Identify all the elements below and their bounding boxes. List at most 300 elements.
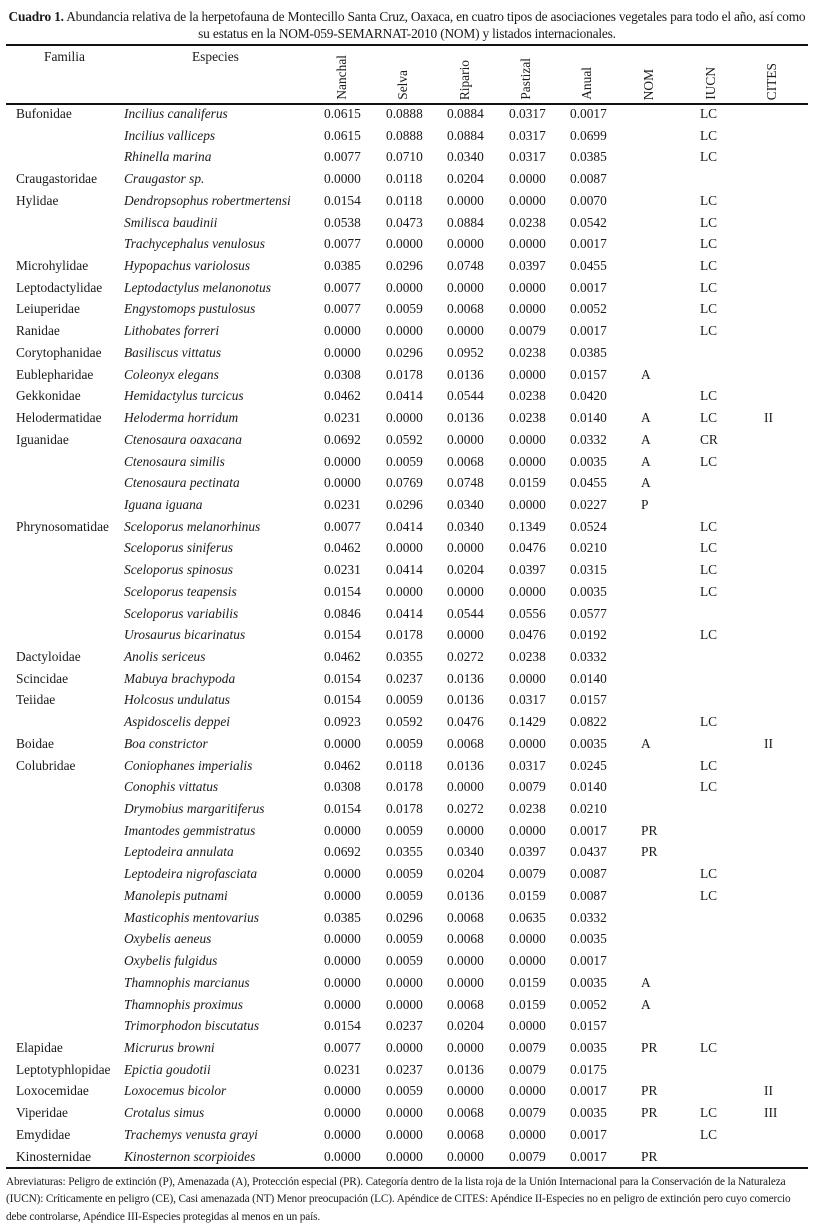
selva-cell: 0.0000 [386, 996, 423, 1012]
familia-cell: Gekkonidae [16, 388, 81, 404]
pastizal-cell: 0.0635 [509, 909, 546, 925]
pastizal-cell: 0.0159 [509, 996, 546, 1012]
nanchal-cell: 0.0000 [324, 931, 361, 947]
selva-cell: 0.0059 [386, 735, 423, 751]
header-especies: Especies [192, 49, 239, 64]
table-row [0, 866, 814, 888]
pastizal-cell: 0.0000 [509, 192, 546, 208]
nom-cell: P [641, 496, 649, 512]
anual-cell: 0.0017 [570, 953, 607, 969]
nanchal-cell: 0.0846 [324, 605, 361, 621]
table-row [0, 801, 814, 823]
table-row [0, 236, 814, 258]
anual-cell: 0.0035 [570, 931, 607, 947]
selva-cell: 0.0059 [386, 1083, 423, 1099]
especie-cell: Oxybelis fulgidus [124, 953, 218, 969]
iucn-cell: LC [700, 214, 718, 230]
nanchal-cell: 0.0385 [324, 909, 361, 925]
pastizal-cell: 0.0079 [509, 866, 546, 882]
iucn-cell: LC [700, 1126, 718, 1142]
ripario-cell: 0.0068 [447, 1126, 484, 1142]
nanchal-cell: 0.0923 [324, 714, 361, 730]
table-row [0, 975, 814, 997]
ripario-cell: 0.0340 [447, 518, 484, 534]
iucn-cell: CR [700, 431, 718, 447]
ripario-cell: 0.0068 [447, 453, 484, 469]
iucn-cell: LC [700, 757, 718, 773]
especie-cell: Dendropsophus robertmertensi [124, 192, 291, 208]
especie-cell: Leptodeira nigrofasciata [124, 866, 258, 882]
table-row [0, 910, 814, 932]
nom-cell: PR [641, 1105, 658, 1121]
pastizal-cell: 0.0000 [509, 1018, 546, 1034]
pastizal-cell: 0.0079 [509, 1039, 546, 1055]
table-row [0, 475, 814, 497]
table-row [0, 367, 814, 389]
especie-cell: Ctenosaura similis [124, 453, 225, 469]
familia-cell: Viperidae [16, 1105, 68, 1121]
familia-cell: Corytophanidae [16, 344, 102, 360]
especie-cell: Engystomops pustulosus [124, 301, 256, 317]
table-row [0, 779, 814, 801]
especie-cell: Trachemys venusta grayi [124, 1126, 258, 1142]
selva-cell: 0.0059 [386, 692, 423, 708]
ripario-cell: 0.0068 [447, 1105, 484, 1121]
nanchal-cell: 0.0000 [324, 1105, 361, 1121]
pastizal-cell: 0.0000 [509, 453, 546, 469]
selva-cell: 0.0000 [386, 1126, 423, 1142]
especie-cell: Trachycephalus venulosus [124, 236, 265, 252]
ripario-cell: 0.0204 [447, 866, 484, 882]
anual-cell: 0.0245 [570, 757, 607, 773]
selva-cell: 0.0592 [386, 714, 423, 730]
pastizal-cell: 0.0079 [509, 323, 546, 339]
selva-cell: 0.0000 [386, 410, 423, 426]
ripario-cell: 0.0340 [447, 496, 484, 512]
table-row [0, 1062, 814, 1084]
selva-cell: 0.0000 [386, 1148, 423, 1164]
ripario-cell: 0.0000 [447, 540, 484, 556]
bottom-rule [6, 1167, 808, 1169]
selva-cell: 0.0355 [386, 844, 423, 860]
cites-cell: II [764, 1083, 773, 1099]
selva-cell: 0.0000 [386, 974, 423, 990]
header-ripario: Ripario [457, 59, 472, 100]
cites-cell: III [764, 1105, 778, 1121]
iucn-cell: LC [700, 779, 718, 795]
anual-cell: 0.0140 [570, 670, 607, 686]
anual-cell: 0.0192 [570, 627, 607, 643]
pastizal-cell: 0.0238 [509, 801, 546, 817]
ripario-cell: 0.0748 [447, 258, 484, 274]
nanchal-cell: 0.0538 [324, 214, 361, 230]
pastizal-cell: 0.0556 [509, 605, 546, 621]
table-row [0, 671, 814, 693]
nanchal-cell: 0.0000 [324, 735, 361, 751]
ripario-cell: 0.0136 [447, 692, 484, 708]
familia-cell: Helodermatidae [16, 410, 102, 426]
pastizal-cell: 0.0238 [509, 388, 546, 404]
nanchal-cell: 0.0154 [324, 1018, 361, 1034]
table-row [0, 692, 814, 714]
familia-cell: Iguanidae [16, 431, 69, 447]
nanchal-cell: 0.0000 [324, 953, 361, 969]
ripario-cell: 0.0068 [447, 735, 484, 751]
iucn-cell: LC [700, 106, 718, 121]
ripario-cell: 0.0000 [447, 1148, 484, 1164]
pastizal-cell: 0.0000 [509, 931, 546, 947]
ripario-cell: 0.0000 [447, 1039, 484, 1055]
table-row [0, 519, 814, 541]
especie-cell: Sceloporus spinosus [124, 562, 233, 578]
especie-cell: Aspidoscelis deppei [124, 714, 230, 730]
especie-cell: Masticophis mentovarius [124, 909, 260, 925]
anual-cell: 0.0017 [570, 106, 607, 121]
anual-cell: 0.0699 [570, 127, 607, 143]
anual-cell: 0.0087 [570, 887, 607, 903]
table-row [0, 627, 814, 649]
table-row [0, 171, 814, 193]
table-row [0, 258, 814, 280]
header-iucn: IUCN [703, 67, 718, 100]
familia-cell: Microhylidae [16, 258, 89, 274]
nom-cell: A [641, 735, 651, 751]
pastizal-cell: 0.0397 [509, 258, 546, 274]
table-row [0, 931, 814, 953]
selva-cell: 0.0178 [386, 801, 423, 817]
anual-cell: 0.0052 [570, 301, 607, 317]
pastizal-cell: 0.0476 [509, 540, 546, 556]
especie-cell: Mabuya brachypoda [124, 670, 236, 686]
ripario-cell: 0.0000 [447, 779, 484, 795]
pastizal-cell: 0.0000 [509, 301, 546, 317]
ripario-cell: 0.0000 [447, 279, 484, 295]
caption-label: Cuadro 1. [8, 9, 64, 24]
anual-cell: 0.0332 [570, 431, 607, 447]
anual-cell: 0.0017 [570, 1148, 607, 1164]
nanchal-cell: 0.0308 [324, 779, 361, 795]
anual-cell: 0.0035 [570, 1105, 607, 1121]
iucn-cell: LC [700, 583, 718, 599]
especie-cell: Basiliscus vittatus [124, 344, 222, 360]
nanchal-cell: 0.0000 [324, 887, 361, 903]
selva-cell: 0.0769 [386, 475, 423, 491]
especie-cell: Anolis sericeus [124, 649, 206, 664]
especie-cell: Coleonyx elegans [124, 366, 219, 382]
pastizal-cell: 0.0397 [509, 562, 546, 578]
iucn-cell: LC [700, 627, 718, 643]
nanchal-cell: 0.0000 [324, 1148, 361, 1164]
pastizal-cell: 0.1349 [509, 518, 546, 534]
anual-cell: 0.0035 [570, 583, 607, 599]
nanchal-cell: 0.0077 [324, 279, 361, 295]
familia-cell: Teiidae [16, 692, 56, 708]
table-row [0, 193, 814, 215]
anual-cell: 0.0035 [570, 1039, 607, 1055]
nanchal-cell: 0.0231 [324, 1061, 361, 1077]
anual-cell: 0.0017 [570, 323, 607, 339]
ripario-cell: 0.0340 [447, 149, 484, 165]
pastizal-cell: 0.0397 [509, 844, 546, 860]
familia-cell: Emydidae [16, 1126, 71, 1142]
anual-cell: 0.0087 [570, 866, 607, 882]
caption-text: Abundancia relativa de la herpetofauna de Montecillo Santa Cruz, Oaxaca, en cuatro tipos de asociaciones vegetales para todo el año, así como su estatus en la NOM-059-SEMARNAT-2010 (NOM) y listados internacionales. [63, 9, 806, 41]
pastizal-cell: 0.0000 [509, 431, 546, 447]
selva-cell: 0.0296 [386, 909, 423, 925]
iucn-cell: LC [700, 279, 718, 295]
selva-cell: 0.0414 [386, 518, 423, 534]
ripario-cell: 0.0000 [447, 1083, 484, 1099]
ripario-cell: 0.0000 [447, 192, 484, 208]
especie-cell: Sceloporus siniferus [124, 540, 233, 556]
selva-cell: 0.0118 [386, 757, 423, 773]
nanchal-cell: 0.0000 [324, 323, 361, 339]
table-row [0, 649, 814, 671]
table-row [0, 1105, 814, 1127]
especie-cell: Holcosus undulatus [124, 692, 231, 708]
anual-cell: 0.0822 [570, 714, 607, 730]
especie-cell: Craugastor sp. [124, 171, 205, 187]
selva-cell: 0.0059 [386, 301, 423, 317]
especie-cell: Incilius valliceps [124, 127, 216, 143]
familia-cell: Boidae [16, 735, 54, 751]
anual-cell: 0.0524 [570, 518, 607, 534]
especie-cell: Heloderma horridum [124, 410, 239, 426]
ripario-cell: 0.0272 [447, 649, 484, 664]
ripario-cell: 0.0340 [447, 844, 484, 860]
anual-cell: 0.0017 [570, 822, 607, 838]
ripario-cell: 0.0544 [447, 605, 484, 621]
iucn-cell: LC [700, 562, 718, 578]
pastizal-cell: 0.0159 [509, 974, 546, 990]
nanchal-cell: 0.0615 [324, 106, 361, 121]
ripario-cell: 0.0000 [447, 953, 484, 969]
table-row [0, 323, 814, 345]
nanchal-cell: 0.0462 [324, 388, 361, 404]
anual-cell: 0.0385 [570, 149, 607, 165]
selva-cell: 0.0000 [386, 1105, 423, 1121]
nanchal-cell: 0.0154 [324, 692, 361, 708]
selva-cell: 0.0059 [386, 931, 423, 947]
pastizal-cell: 0.0000 [509, 236, 546, 252]
familia-cell: Kinosternidae [16, 1148, 92, 1164]
iucn-cell: LC [700, 192, 718, 208]
nanchal-cell: 0.0077 [324, 149, 361, 165]
nanchal-cell: 0.0615 [324, 127, 361, 143]
pastizal-cell: 0.0000 [509, 496, 546, 512]
selva-cell: 0.0355 [386, 649, 423, 664]
nom-cell: A [641, 475, 651, 491]
anual-cell: 0.0420 [570, 388, 607, 404]
ripario-cell: 0.0000 [447, 627, 484, 643]
pastizal-cell: 0.0238 [509, 344, 546, 360]
ripario-cell: 0.0748 [447, 475, 484, 491]
anual-cell: 0.0070 [570, 192, 607, 208]
iucn-cell: LC [700, 301, 718, 317]
table-row [0, 345, 814, 367]
table-row [0, 736, 814, 758]
familia-cell: Leptotyphlopidae [16, 1061, 111, 1077]
nanchal-cell: 0.0462 [324, 649, 361, 664]
nanchal-cell: 0.0000 [324, 1083, 361, 1099]
anual-cell: 0.0542 [570, 214, 607, 230]
iucn-cell: LC [700, 714, 718, 730]
especie-cell: Coniophanes imperialis [124, 757, 253, 773]
selva-cell: 0.0059 [386, 887, 423, 903]
pastizal-cell: 0.0000 [509, 735, 546, 751]
iucn-cell: LC [700, 540, 718, 556]
familia-cell: Colubridae [16, 757, 76, 773]
nom-cell: A [641, 453, 651, 469]
pastizal-cell: 0.0079 [509, 1061, 546, 1077]
pastizal-cell: 0.0000 [509, 1083, 546, 1099]
table-row [0, 432, 814, 454]
table-row [0, 149, 814, 171]
nanchal-cell: 0.0000 [324, 822, 361, 838]
anual-cell: 0.0052 [570, 996, 607, 1012]
iucn-cell: LC [700, 388, 718, 404]
anual-cell: 0.0210 [570, 540, 607, 556]
nanchal-cell: 0.0077 [324, 236, 361, 252]
anual-cell: 0.0455 [570, 258, 607, 274]
selva-cell: 0.0059 [386, 953, 423, 969]
pastizal-cell: 0.0317 [509, 149, 546, 165]
table-row [0, 562, 814, 584]
ripario-cell: 0.0204 [447, 1018, 484, 1034]
ripario-cell: 0.0068 [447, 909, 484, 925]
selva-cell: 0.0000 [386, 583, 423, 599]
pastizal-cell: 0.0238 [509, 649, 546, 664]
ripario-cell: 0.0136 [447, 670, 484, 686]
anual-cell: 0.0140 [570, 410, 607, 426]
selva-cell: 0.0296 [386, 496, 423, 512]
anual-cell: 0.0017 [570, 1126, 607, 1142]
pastizal-cell: 0.0317 [509, 757, 546, 773]
header-rule [6, 103, 808, 105]
anual-cell: 0.0017 [570, 236, 607, 252]
iucn-cell: LC [700, 323, 718, 339]
pastizal-cell: 0.0000 [509, 1126, 546, 1142]
nanchal-cell: 0.0154 [324, 192, 361, 208]
pastizal-cell: 0.0000 [509, 171, 546, 187]
ripario-cell: 0.0000 [447, 583, 484, 599]
anual-cell: 0.0315 [570, 562, 607, 578]
nanchal-cell: 0.0077 [324, 518, 361, 534]
table-row [0, 997, 814, 1019]
header-cites: CITES [764, 62, 779, 100]
selva-cell: 0.0000 [386, 1039, 423, 1055]
table-row [0, 106, 814, 128]
especie-cell: Rhinella marina [124, 149, 212, 165]
anual-cell: 0.0227 [570, 496, 607, 512]
especie-cell: Imantodes gemmistratus [124, 822, 256, 838]
iucn-cell: LC [700, 1039, 718, 1055]
nom-cell: A [641, 974, 651, 990]
especie-cell: Trimorphodon biscutatus [124, 1018, 260, 1034]
especie-cell: Ctenosaura oaxacana [124, 431, 242, 447]
especie-cell: Sceloporus variabilis [124, 605, 239, 621]
selva-cell: 0.0000 [386, 236, 423, 252]
iucn-cell: LC [700, 887, 718, 903]
anual-cell: 0.0140 [570, 779, 607, 795]
anual-cell: 0.0157 [570, 692, 607, 708]
selva-cell: 0.0059 [386, 866, 423, 882]
familia-cell: Hylidae [16, 192, 59, 208]
nanchal-cell: 0.0000 [324, 996, 361, 1012]
especie-cell: Hypopachus variolosus [124, 258, 251, 274]
pastizal-cell: 0.0000 [509, 279, 546, 295]
selva-cell: 0.0710 [386, 149, 423, 165]
nanchal-cell: 0.0000 [324, 866, 361, 882]
especie-cell: Drymobius margaritiferus [124, 801, 265, 817]
selva-cell: 0.0473 [386, 214, 423, 230]
pastizal-cell: 0.0159 [509, 475, 546, 491]
nom-cell: PR [641, 844, 658, 860]
table-row [0, 540, 814, 562]
iucn-cell: LC [700, 149, 718, 165]
header-familia: Familia [44, 49, 85, 64]
pastizal-cell: 0.0000 [509, 670, 546, 686]
nanchal-cell: 0.0154 [324, 583, 361, 599]
familia-cell: Ranidae [16, 323, 60, 339]
nanchal-cell: 0.0000 [324, 1126, 361, 1142]
anual-cell: 0.0385 [570, 344, 607, 360]
ripario-cell: 0.0068 [447, 931, 484, 947]
especie-cell: Leptodactylus melanonotus [124, 279, 271, 295]
especie-cell: Iguana iguana [124, 496, 203, 512]
familia-cell: Elapidae [16, 1039, 63, 1055]
iucn-cell: LC [700, 866, 718, 882]
selva-cell: 0.0888 [386, 127, 423, 143]
pastizal-cell: 0.0238 [509, 214, 546, 230]
especie-cell: Ctenosaura pectinata [124, 475, 240, 491]
table-row [0, 1040, 814, 1062]
ripario-cell: 0.0068 [447, 996, 484, 1012]
selva-cell: 0.0296 [386, 258, 423, 274]
especie-cell: Micrurus browni [124, 1039, 215, 1055]
anual-cell: 0.0157 [570, 1018, 607, 1034]
familia-cell: Loxocemidae [16, 1083, 89, 1099]
nanchal-cell: 0.0154 [324, 670, 361, 686]
header-anual: Anual [579, 67, 594, 100]
cites-cell: II [764, 410, 773, 426]
selva-cell: 0.0000 [386, 540, 423, 556]
selva-cell: 0.0178 [386, 366, 423, 382]
familia-cell: Scincidae [16, 670, 69, 686]
table-row [0, 497, 814, 519]
table-row [0, 758, 814, 780]
nom-cell: PR [641, 1039, 658, 1055]
selva-cell: 0.0888 [386, 106, 423, 121]
nanchal-cell: 0.0231 [324, 410, 361, 426]
ripario-cell: 0.0136 [447, 757, 484, 773]
iucn-cell: LC [700, 1105, 718, 1121]
anual-cell: 0.0157 [570, 366, 607, 382]
ripario-cell: 0.0884 [447, 214, 484, 230]
ripario-cell: 0.0000 [447, 431, 484, 447]
nom-cell: A [641, 366, 651, 382]
anual-cell: 0.0437 [570, 844, 607, 860]
selva-cell: 0.0592 [386, 431, 423, 447]
nom-cell: PR [641, 1083, 658, 1099]
nanchal-cell: 0.0000 [324, 974, 361, 990]
ripario-cell: 0.0000 [447, 822, 484, 838]
header-nom: NOM [641, 68, 656, 100]
table-row [0, 823, 814, 845]
table-caption [6, 8, 808, 42]
footnote: Abreviaturas: Peligro de extinción (P), Amenazada (A), Protección especial (PR). Categoría dentro de la lista roja de la Unión Internacional para la Conservación de la Naturaleza (IUCN): Críticamente en peligro (CE), Casi amenazada (NT) Menor preocupación (LC). Apéndice de CITES: Apéndice II-Especies no en peligro de extinción pero cuyo comercio debe controlarse, Apéndice III-Especies protegidas al menos en un país. [6, 1176, 791, 1223]
pastizal-cell: 0.0079 [509, 1105, 546, 1121]
